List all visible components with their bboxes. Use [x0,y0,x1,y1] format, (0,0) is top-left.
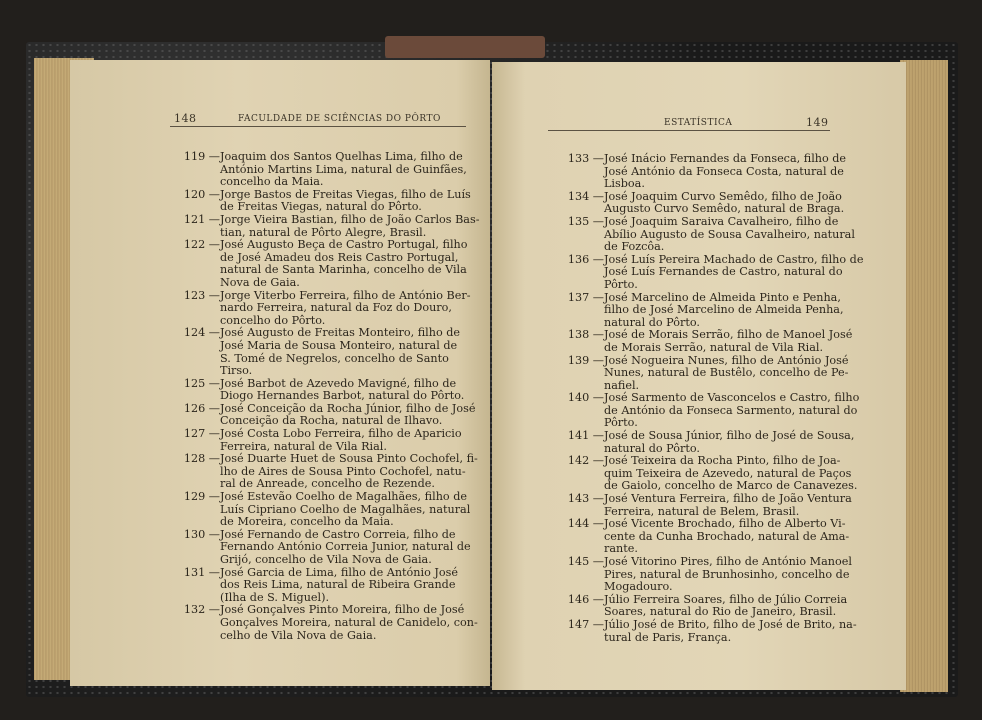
entry-text [220,290,471,328]
entry-item [558,353,849,393]
entry-text [604,619,857,644]
entry-line: Lisboa. [604,177,645,191]
entry-number: 120 — [183,187,220,201]
entry-line: natural do Pôrto. [604,441,700,455]
entry-line: José Barbot de Azevedo Mavigné, filho de [220,376,457,390]
entry-item [176,151,466,189]
entry-text [604,216,855,254]
entry-number: 138 — [567,328,604,342]
book-spine [385,36,545,58]
entry-text [604,191,844,216]
left-page-number: 148 [174,112,197,125]
entry-line: José Nogueira Nunes, filho de António José [604,353,849,367]
entry-line: cente da Cunha Brochado, natural de Ama- [604,529,850,543]
entry-text [604,254,863,292]
entry-line: Pôrto. [604,277,638,291]
entry-text [604,493,852,518]
entry-item [176,428,466,453]
entry-line: Pires, natural de Brunhosinho, concelho de [604,567,850,581]
entry-line: José Augusto de Freitas Monteiro, filho de [220,326,461,340]
entry-item [558,290,844,330]
entry-line: José Luís Fernandes de Castro, natural do [604,265,843,279]
entry-line: Tirso. [220,364,253,378]
entry-line: de Morais Serrão, natural de Vila Rial. [604,340,824,354]
left-page [70,60,490,686]
entry-line: José Garcia de Lima, filho de António José [220,565,458,579]
entry-line: José Augusto Beça de Castro Portugal, filho [220,238,468,252]
entry-line: concelho do Pôrto. [220,313,326,327]
entry-number: 133 — [567,152,604,165]
entry-line: Abílio Augusto de Sousa Cavalheiro, natural [604,227,855,241]
entry-line: Jorge Viterbo Ferreira, filho de António Ber- [220,288,471,302]
entry-line: dos Reis Lima, natural de Ribeira Grande [220,578,456,592]
entry-item [176,239,466,289]
entry-line: José Joaquim Curvo Semêdo, filho de João [604,189,842,203]
entry-line: Júlio Ferreira Soares, filho de Júlio Correia [604,592,848,606]
entry-line: Joaquim dos Santos Quelhas Lima, filho de [220,150,463,163]
entry-line: Nunes, natural de Bustêlo, concelho de Pe- [604,366,849,380]
entry-item [176,327,466,377]
entry-text [220,428,466,453]
right-running-head: ESTATÍSTICA [664,118,733,128]
entry-line: Luís Cipriano Coelho de Magalhães, natural [220,502,471,516]
entry-item [176,378,466,403]
entry-line: Fernando António Correia Junior, natural de [220,540,471,554]
left-entry-list [176,150,480,642]
entry-item [558,152,847,191]
entry-item [558,454,858,493]
entry-number: 121 — [183,212,220,226]
entry-line: José Joaquim Saraiva Cavalheiro, filho de [604,214,839,228]
entry-line: de Freitas Viegas, natural do Pôrto. [220,200,422,214]
entry-item [176,567,466,605]
right-page-number: 149 [806,116,829,129]
entry-line: Jorge Vieira Bastian, filho de João Carlos Bas- [220,212,480,226]
entry-line: José de Sousa Júnior, filho de José de Sousa, [604,429,855,443]
entry-number: 139 — [567,353,604,367]
page-edges-right [900,60,948,692]
entry-number: 135 — [567,214,604,228]
entry-number: 134 — [567,189,604,203]
right-header-rule [548,130,830,131]
entry-number: 147 — [567,617,604,631]
entry-item [176,452,478,491]
entry-line: Soares, natural do Rio de Janeiro, Brasil. [604,605,837,619]
entry-line: José António da Fonseca Costa, natural de [604,164,844,178]
left-header-rule [170,126,466,127]
entry-line: de Gaiolo, concelho de Marco de Canavezes. [604,479,858,493]
entry-line: concelho da Maia. [220,175,324,189]
entry-number: 145 — [567,555,604,568]
entry-item [176,212,480,239]
entry-item [558,252,864,292]
entry-line: Conceição da Rocha, natural de Ilhavo. [220,414,443,428]
entry-line: José Estevão Coelho de Magalhães, filho de [220,490,467,504]
entry-line: José Maria de Sousa Monteiro, natural de [220,338,458,352]
entry-text [220,491,470,529]
entry-text [604,392,859,430]
entry-item [558,592,848,619]
entry-number: 125 — [183,376,220,390]
entry-number: 119 — [183,150,220,163]
entry-line: José Ventura Ferreira, filho de João Ventura [604,492,852,506]
entry-line: de José Amadeu dos Reis Castro Portugal, [220,250,459,264]
entry-line: natural do Pôrto. [604,315,700,329]
entry-line: lho de Aires de Sousa Pinto Cochofel, natu- [220,464,466,478]
entry-line: Augusto Curvo Semêdo, natural de Braga. [604,202,845,216]
entry-line: José Inácio Fernandes da Fonseca, filho de [604,152,847,165]
entry-line: Ferreira, natural de Belem, Brasil. [604,504,800,518]
entry-text [220,378,466,403]
entry-item [176,490,471,529]
entry-item [558,617,857,644]
entry-line: Diogo Hernandes Barbot, natural do Pôrto. [220,389,465,403]
entry-line: José Luís Pereira Machado de Castro, filho de [604,252,864,266]
entry-text [604,292,844,330]
entry-item [176,603,478,642]
entry-item [558,429,855,455]
entry-text [220,151,467,189]
entry-line: rante. [604,542,638,556]
entry-line: de António da Fonseca Sarmento, natural do [604,403,858,417]
entry-text [220,604,478,642]
entry-line: tural de Paris, França. [604,630,732,644]
entry-item [176,527,471,567]
entry-line: José Vicente Brochado, filho de Alberto Vi- [604,517,846,531]
entry-item [176,401,476,428]
entry-number: 122 — [183,238,220,252]
entry-text [604,329,852,354]
entry-number: 126 — [183,401,220,415]
right-page [492,62,906,690]
entry-item [176,187,471,214]
entry-line: Ferreira, natural de Vila Rial. [220,439,387,453]
entry-text [604,153,846,191]
entry-text [220,214,480,239]
entry-line: José Sarmento de Vasconcelos e Castro, filho [604,391,860,405]
entry-text [220,239,467,289]
entry-line: Gonçalves Moreira, natural de Canidelo, con- [220,615,478,629]
entry-line: José Gonçalves Pinto Moreira, filho de José [220,603,465,617]
entry-line: José Marcelino de Almeida Pinto e Penha, [604,290,841,304]
entry-number: 137 — [567,290,604,304]
entry-line: Pôrto. [604,416,638,430]
entry-line: Nova de Gaia. [220,275,300,289]
entry-line: tian, natural de Pôrto Alegre, Brasil. [220,225,427,239]
entry-text [220,567,466,605]
entry-text [604,355,849,393]
left-running-head: FACULDADE DE SCIÊNCIAS DO PÔRTO [238,114,441,124]
entry-number: 143 — [567,492,604,506]
entry-line: José Duarte Huet de Sousa Pinto Cochofel, fi- [220,452,478,466]
entry-line: nardo Ferreira, natural da Foz do Douro, [220,301,452,315]
entry-number: 141 — [567,429,604,443]
entry-line: António Martins Lima, natural de Guinfães, [220,162,467,176]
entry-line: (Ilha de S. Miguel). [220,590,330,604]
entry-number: 129 — [183,490,220,504]
entry-line: de Fozcôa. [604,240,665,254]
entry-line: celho de Vila Nova de Gaia. [220,628,377,642]
entry-line: natural de Santa Marinha, concelho de Vila [220,263,467,277]
entry-number: 127 — [183,427,220,441]
entry-text [220,453,478,491]
entry-line: Mogadouro. [604,580,673,594]
entry-text [604,430,854,455]
entry-line: José Costa Lobo Ferreira, filho de Aparicio [220,427,462,441]
entry-item [558,391,860,430]
entry-line: Jorge Bastos de Freitas Viegas, filho de Luís [220,187,471,201]
entry-number: 144 — [567,517,604,531]
entry-text [604,556,852,594]
entry-text [220,403,475,428]
entry-line: José Fernando de Castro Correia, filho de [220,527,456,541]
entry-item [558,555,852,594]
entry-text [220,327,466,377]
right-entry-list [558,152,864,644]
entry-line: filho de José Marcelino de Almeida Penha, [604,303,844,317]
entry-number: 130 — [183,527,220,541]
entry-number: 136 — [567,252,604,266]
entry-text [604,594,847,619]
entry-line: Júlio José de Brito, filho de José de Brito, na- [604,617,857,631]
entry-number: 140 — [567,391,604,405]
entry-number: 123 — [183,288,220,302]
entry-item [558,328,853,354]
entry-line: de Moreira, concelho da Maia. [220,515,394,529]
entry-number: 128 — [183,452,220,466]
entry-number: 146 — [567,592,604,606]
entry-text [604,518,849,556]
entry-item [176,288,471,328]
entry-text [220,189,471,214]
entry-line: José Vitorino Pires, filho de António Manoel [604,555,852,568]
entry-line: José de Morais Serrão, filho de Manoel José [604,328,853,342]
entry-item [558,517,850,556]
entry-text [604,455,857,493]
entry-line: Grijó, concelho de Vila Nova de Gaia. [220,553,432,566]
entry-line: José Conceição da Rocha Júnior, filho de José [220,401,476,415]
entry-item [558,214,855,254]
entry-line: quim Teixeira de Azevedo, natural de Paços [604,466,852,480]
entry-number: 131 — [183,565,220,579]
entry-line: S. Tomé de Negrelos, concelho de Santo [220,351,449,365]
entry-line: nafiel. [604,378,640,392]
entry-number: 142 — [567,454,604,468]
entry-text [220,529,471,567]
entry-item [558,492,852,518]
entry-item [558,189,845,216]
entry-line: ral de Anreade, concelho de Rezende. [220,477,435,491]
entry-line: José Teixeira da Rocha Pinto, filho de Joa- [604,454,841,468]
entry-number: 124 — [183,326,220,340]
entry-number: 132 — [183,603,220,617]
